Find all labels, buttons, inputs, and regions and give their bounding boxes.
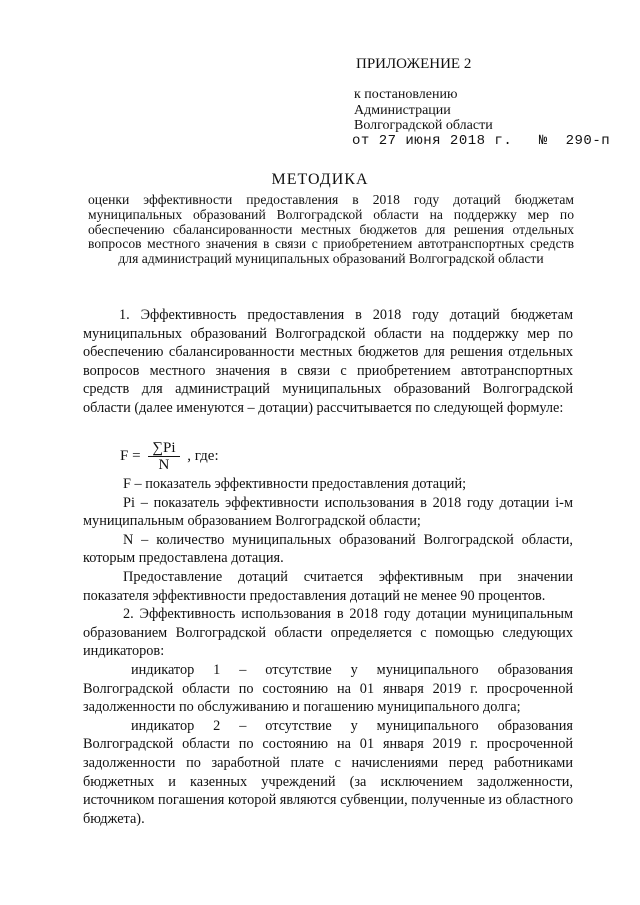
formula xyxy=(120,440,219,473)
paragraph-effective: Предоставление дотаций считается эффективным при значении показателя эффективности предоставления дотаций не менее 90 процентов. xyxy=(83,568,573,604)
method-subtitle: оценки эффективности предоставления в 2018 году дотаций бюджетам муниципальных образований Волгоградской области на поддержку мер по обеспечению сбалансированности местных бюджетов для решения отдельных вопросов местного значения в связи с приобретением автотранспортных средств для администраций муниципальных образований Волгоградской области xyxy=(88,192,574,267)
paragraph-2: 2. Эффективность использования в 2018 году дотации муниципальным образованием Волгоградской области определяется с помощью следующих индикаторов: xyxy=(83,606,573,660)
appendix-region-line: Волгоградской области xyxy=(354,118,493,133)
paragraph-1: 1. Эффективность предоставления в 2018 году дотаций бюджетам муниципальных образований Волгоградской области на поддержку мер по обеспечению сбалансированности местных бюджетов для решения отдельных вопросов местного значения в связи с приобретением автотранспортных средств для администраций муниципальных образований Волгоградской области (далее именуются – дотации) рассчитывается по следующей формуле: xyxy=(83,307,573,416)
formula-fraction xyxy=(148,440,179,473)
method-title: МЕТОДИКА xyxy=(271,171,369,188)
definition-pi: Pi – показатель эффективности использования в 2018 году дотации i-м муниципальным образованием Волгоградской области; xyxy=(83,494,573,530)
formula-numerator: ∑Pi xyxy=(148,440,179,457)
formula-denominator: N xyxy=(158,457,170,473)
appendix-resolution-line: к постановлению xyxy=(354,87,458,102)
indicator-1: индикатор 1 – отсутствие у муниципального образования Волгоградской области по состоянию на 01 января 2019 г. просроченной задолженности по обслуживанию и погашению муниципального долга; xyxy=(83,661,573,716)
indicator-2: индикатор 2 – отсутствие у муниципального образования Волгоградской области по состоянию на 01 января 2019 г. просроченной задолженности по заработной плате с начислениями перед работниками бюджетных и казенных учреждений (за исключением задолженности, источником погашения которой являются субвенции, полученные из областного бюджета). xyxy=(83,717,573,827)
formula-lhs: F = xyxy=(120,447,141,464)
definition-f: F – показатель эффективности предоставления дотаций; xyxy=(123,476,467,492)
definitions-block xyxy=(83,475,573,828)
appendix-administration-line: Администрации xyxy=(354,103,451,118)
appendix-title: ПРИЛОЖЕНИЕ 2 xyxy=(356,56,472,72)
definition-n: N – количество муниципальных образований Волгоградской области, которым предоставлена дотация. xyxy=(83,531,573,567)
resolution-date-number: от 27 июня 2018 г. № 290-п xyxy=(352,133,611,149)
formula-suffix: , где: xyxy=(187,447,219,464)
